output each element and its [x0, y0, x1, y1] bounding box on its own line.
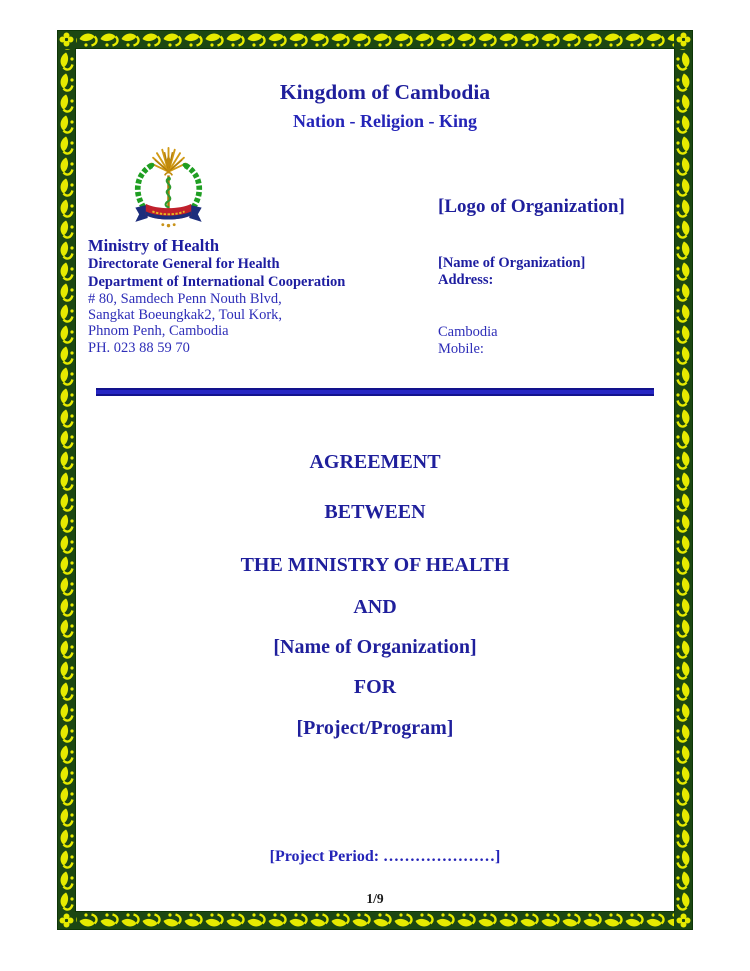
ministry-address-line-2: Sangkat Boeungkak2, Toul Kork,	[88, 307, 283, 324]
project-period-placeholder: [Project Period: …………………]	[269, 848, 501, 865]
ministry-department: Department of International Cooperation	[88, 273, 346, 290]
agreement-title-line-6: FOR	[353, 676, 397, 698]
agreement-title-line-5: [Name of Organization]	[273, 636, 477, 658]
agreement-title-line-4: AND	[353, 596, 397, 618]
organization-address-label: Address:	[438, 272, 494, 288]
agreement-title-line-2: BETWEEN	[324, 501, 426, 523]
ministry-contact-block	[88, 235, 345, 356]
organization-mobile-label: Mobile:	[438, 341, 484, 357]
kingdom-title: Kingdom of Cambodia	[279, 80, 491, 104]
ministry-phone: PH. 023 88 59 70	[88, 339, 190, 356]
page-number: 1/9	[366, 891, 384, 906]
organization-contact-block	[438, 255, 585, 358]
ministry-of-health-logo-icon	[121, 147, 216, 237]
ministry-name: Ministry of Health	[88, 236, 220, 255]
organization-logo-placeholder: [Logo of Organization]	[438, 196, 625, 217]
ministry-address-line-3: Phnom Penh, Cambodia	[88, 323, 229, 340]
agreement-title-line-3: THE MINISTRY OF HEALTH	[240, 554, 510, 576]
agreement-title-line-7: [Project/Program]	[296, 717, 454, 739]
national-motto: Nation - Religion - King	[292, 111, 477, 131]
organization-name-placeholder: [Name of Organization]	[438, 255, 586, 271]
horizontal-divider	[96, 388, 654, 396]
organization-country: Cambodia	[438, 324, 498, 340]
ministry-directorate: Directorate General for Health	[88, 256, 280, 272]
agreement-title-line-1: AGREEMENT	[309, 451, 441, 473]
ministry-address-line-1: # 80, Samdech Penn Nouth Blvd,	[88, 291, 282, 307]
